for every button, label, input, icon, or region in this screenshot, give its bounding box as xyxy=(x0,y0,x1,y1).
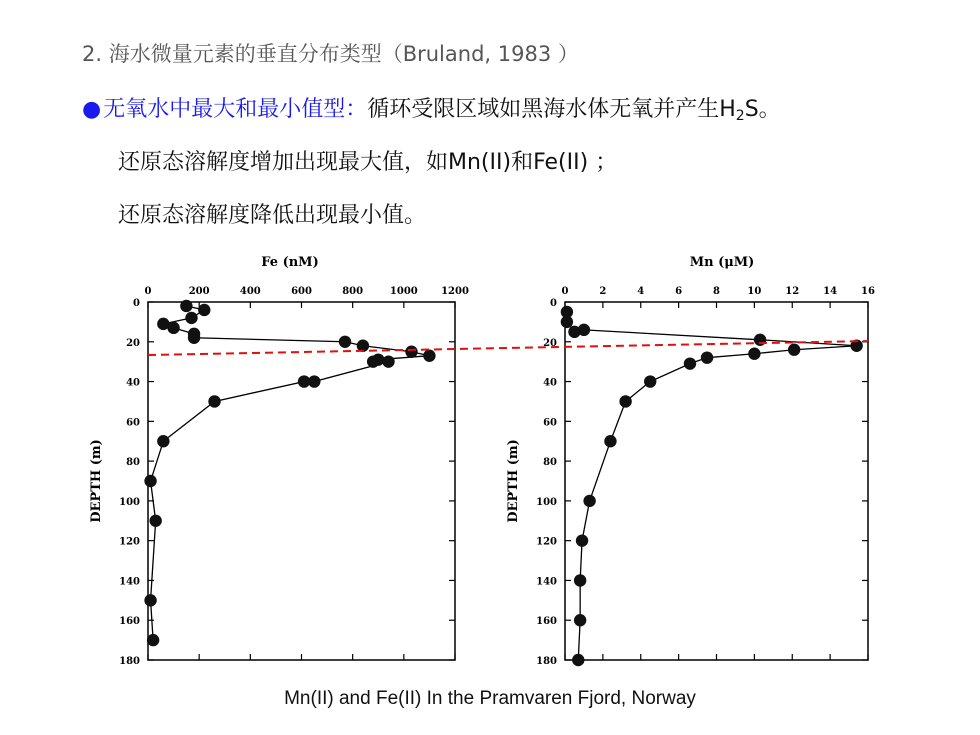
fe-x-axis-title: Fe (nM) xyxy=(261,255,319,270)
mn-data-point xyxy=(754,334,766,346)
fe-data-point xyxy=(405,346,417,358)
fe-data-point xyxy=(298,375,310,387)
line-reduction-min: 还原态溶解度降低出现最小值。 xyxy=(118,203,427,228)
fe-x-tick-label: 600 xyxy=(291,286,312,297)
fe-data-point xyxy=(382,355,394,367)
fe-data-point xyxy=(147,634,159,646)
mn-y-tick-label: 100 xyxy=(536,496,557,508)
mn-data-point xyxy=(583,495,595,507)
fe-data-point xyxy=(157,435,169,447)
mn-data-point xyxy=(578,324,590,336)
mn-series-line xyxy=(567,312,857,660)
fe-y-tick-label: 160 xyxy=(119,616,140,628)
fe-data-point xyxy=(423,350,435,362)
bullet-body-sub: 2 xyxy=(735,108,745,124)
bullet-line xyxy=(82,92,781,124)
fe-x-tick-label: 1200 xyxy=(441,286,469,297)
mn-x-tick-label: 16 xyxy=(861,286,875,297)
mn-y-tick-label: 180 xyxy=(536,656,557,667)
mn-data-point xyxy=(574,614,586,626)
fe-y-tick-label: 80 xyxy=(126,457,140,469)
bullet-body-pre: 循环受限区域如黑海水体无氧并产生H xyxy=(367,97,736,122)
fe-data-point xyxy=(188,332,200,344)
fe-y-tick-label: 40 xyxy=(126,377,140,389)
fe-y-tick-label: 140 xyxy=(119,576,140,588)
mn-y-tick-label: 120 xyxy=(536,536,557,548)
fe-y-tick-label: 0 xyxy=(133,298,140,309)
mn-data-point xyxy=(684,357,696,369)
bullet-dot: ● xyxy=(82,97,102,122)
fe-data-point xyxy=(167,322,179,334)
mn-chart-panel xyxy=(506,255,875,667)
mn-x-axis-title: Mn (μM) xyxy=(689,255,755,270)
fe-x-tick-label: 200 xyxy=(188,286,210,297)
mn-x-tick-label: 4 xyxy=(637,286,645,297)
mn-y-tick-label: 140 xyxy=(536,576,557,588)
mn-x-tick-label: 12 xyxy=(785,286,800,297)
fe-data-point xyxy=(144,594,156,606)
mn-data-point xyxy=(788,344,800,356)
mn-x-tick-label: 6 xyxy=(675,286,683,297)
fe-data-point xyxy=(144,475,156,487)
fe-y-tick-label: 100 xyxy=(119,496,140,508)
mn-data-point xyxy=(561,316,573,328)
fe-y-tick-label: 120 xyxy=(119,536,140,548)
mn-x-tick-label: 8 xyxy=(713,286,720,297)
mn-x-tick-label: 0 xyxy=(561,286,569,297)
bullet-body-post: S。 xyxy=(744,97,781,122)
figure-caption: Mn(II) and Fe(II) In the Pramvaren Fjord, Norway xyxy=(284,688,696,709)
fe-y-tick-label: 60 xyxy=(126,417,140,429)
mn-y-tick-label: 20 xyxy=(543,337,557,349)
fe-data-point xyxy=(149,515,161,527)
fe-data-point xyxy=(180,300,192,312)
mn-data-point xyxy=(604,435,616,447)
fe-x-tick-label: 1000 xyxy=(389,286,418,297)
fe-x-tick-label: 400 xyxy=(239,286,261,297)
mn-y-tick-label: 60 xyxy=(543,417,557,429)
mn-data-point xyxy=(572,654,584,666)
mn-x-tick-label: 14 xyxy=(823,286,838,297)
mn-y-tick-label: 0 xyxy=(550,298,557,309)
slide-heading: 2. 海水微量元素的垂直分布类型（Bruland, 1983 ） xyxy=(82,42,579,66)
fe-x-tick-label: 0 xyxy=(144,286,152,297)
bullet-body xyxy=(367,97,780,122)
line-reduction-max: 还原态溶解度增加出现最大值，如Mn(II)和Fe(II) ； xyxy=(118,150,618,175)
mn-data-point xyxy=(644,375,656,387)
mn-data-point xyxy=(619,395,631,407)
mn-y-axis-title: DEPTH (m) xyxy=(506,439,521,523)
mn-x-tick-label: 2 xyxy=(599,286,607,297)
fe-chart-panel xyxy=(89,255,469,667)
fe-y-axis-title: DEPTH (m) xyxy=(89,439,104,523)
mn-data-point xyxy=(576,534,588,546)
fe-y-tick-label: 180 xyxy=(119,656,140,667)
mn-data-point xyxy=(701,351,713,363)
mn-x-tick-label: 10 xyxy=(747,286,762,297)
mn-y-tick-label: 40 xyxy=(543,377,557,389)
chart-area xyxy=(0,240,980,680)
bullet-title: 无氧水中最大和最小值型： xyxy=(103,97,368,122)
fe-data-point xyxy=(208,395,220,407)
fe-x-tick-label: 800 xyxy=(342,286,364,297)
fe-y-tick-label: 20 xyxy=(126,337,140,349)
mn-data-point xyxy=(748,348,760,360)
mn-y-tick-label: 80 xyxy=(543,457,557,469)
fe-data-point xyxy=(339,336,351,348)
mn-y-tick-label: 160 xyxy=(536,616,557,628)
fe-data-point xyxy=(198,304,210,316)
mn-data-point xyxy=(574,574,586,586)
fe-data-point xyxy=(367,355,379,367)
fe-data-point xyxy=(185,312,197,324)
mn-plot-frame xyxy=(565,302,868,660)
